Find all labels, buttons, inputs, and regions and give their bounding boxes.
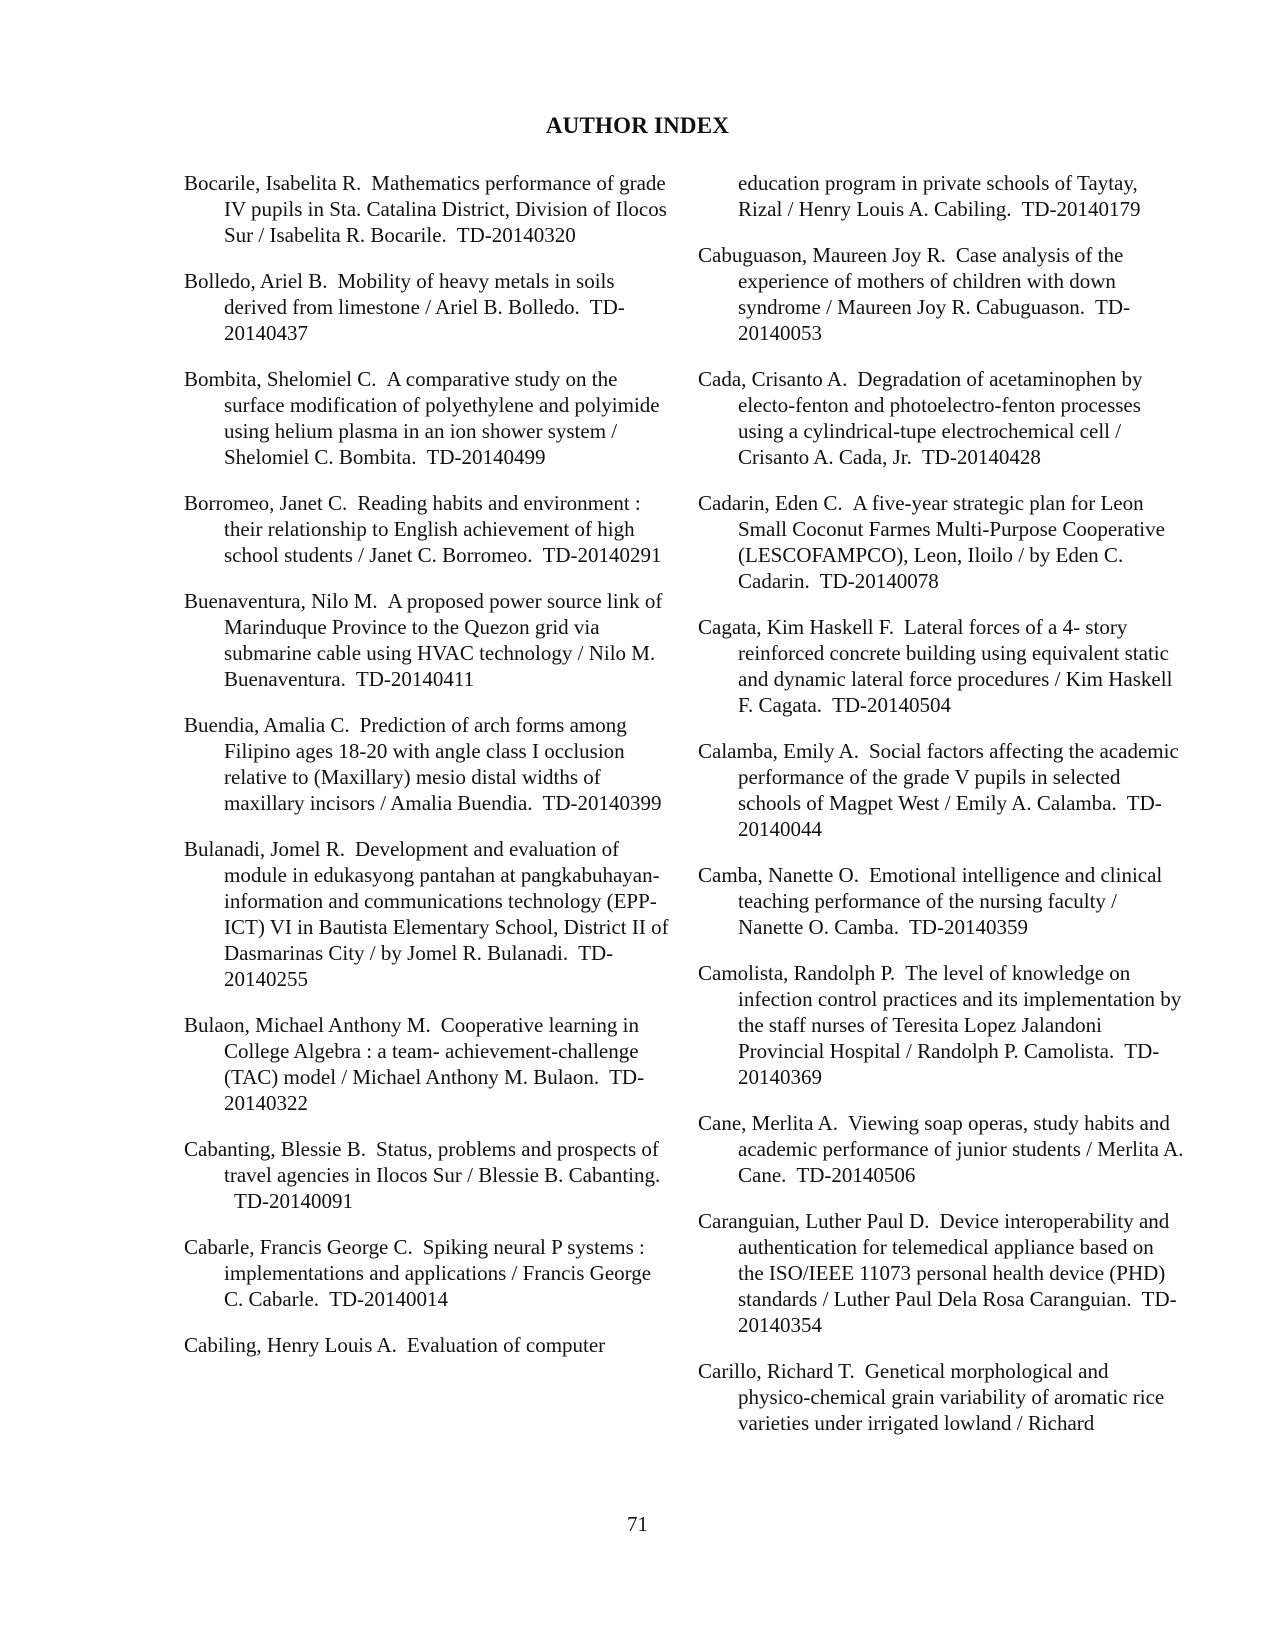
index-entry	[698, 862, 1184, 940]
entry-title: A proposed power source link of Marinduque Province to the Quezon grid via submarine cable using HVAC technology / Nilo M. Buenaventura.	[224, 589, 663, 691]
entry-id: TD-20140322	[224, 1065, 645, 1115]
entry-author: Calamba, Emily A.	[698, 739, 859, 763]
index-entry	[184, 712, 670, 816]
entry-id: TD-20140411	[355, 667, 475, 691]
entry-author: Carillo, Richard T.	[698, 1359, 855, 1383]
index-entry	[698, 1358, 1184, 1436]
entry-author: Borromeo, Janet C.	[184, 491, 348, 515]
entry-id: TD-20140291	[542, 543, 662, 567]
entry-id: TD-20140437	[224, 295, 625, 345]
entry-id: TD-20140499	[426, 445, 546, 469]
index-entry	[184, 1234, 670, 1312]
entry-author: Cabanting, Blessie B.	[184, 1137, 366, 1161]
entry-title: A comparative study on the surface modification of polyethylene and polyimide using helium plasma in an ion shower system / Shelomiel C. Bombita.	[224, 367, 660, 469]
entry-title: Spiking neural P systems : implementations and applications / Francis George C. Cabarle.	[224, 1235, 652, 1311]
entry-author: Cabuguason, Maureen Joy R.	[698, 243, 946, 267]
entry-author: Cabarle, Francis George C.	[184, 1235, 413, 1259]
entry-title: Mathematics performance of grade IV pupils in Sta. Catalina District, Division of Ilocos Sur / Isabelita R. Bocarile.	[224, 171, 667, 247]
entry-id: TD-20140091	[234, 1189, 353, 1213]
entry-author: Bulaon, Michael Anthony M.	[184, 1013, 431, 1037]
entry-title: Mobility of heavy metals in soils derived from limestone / Ariel B. Bolledo.	[224, 269, 615, 319]
entry-author: Camba, Nanette O.	[698, 863, 859, 887]
index-entry	[698, 738, 1184, 842]
entry-author: Buenaventura, Nilo M.	[184, 589, 378, 613]
entry-author: Bombita, Shelomiel C.	[184, 367, 377, 391]
entry-title: Case analysis of the experience of mothers of children with down syndrome / Maureen Joy R. Cabuguason.	[738, 243, 1124, 319]
entry-id: TD-20140255	[224, 941, 614, 991]
entry-id: TD-20140428	[921, 445, 1041, 469]
entry-title: Lateral forces of a 4- story reinforced concrete building using equivalent static and dynamic lateral force procedures / Kim Haskell F. Cagata.	[738, 615, 1173, 717]
left-column	[184, 170, 670, 1378]
entry-id: TD-20140504	[832, 693, 952, 717]
entry-title: Viewing soap operas, study habits and academic performance of junior students / Merlita A. Cane.	[738, 1111, 1184, 1187]
entry-title: The level of knowledge on infection control practices and its implementation by the staff nurses of Teresita Lopez Jalandoni Provincial Hospital / Randolph P. Camolista.	[738, 961, 1182, 1063]
page-title: AUTHOR INDEX	[545, 113, 730, 138]
page-number: 71	[627, 1512, 648, 1536]
entry-author: Buendia, Amalia C.	[184, 713, 350, 737]
entry-author: Bulanadi, Jomel R.	[184, 837, 345, 861]
entry-title: Reading habits and environment : their relationship to English achievement of high school students / Janet C. Borromeo.	[224, 491, 641, 567]
index-entry	[698, 614, 1184, 718]
entry-author: Cabiling, Henry Louis A.	[184, 1333, 397, 1357]
entry-id: TD-20140399	[542, 791, 662, 815]
entry-title: A five-year strategic plan for Leon Small Coconut Farmes Multi-Purpose Cooperative (LESCOFAMPCO), Leon, Iloilo / by Eden C. Cadarin.	[738, 491, 1165, 593]
entry-author: Bocarile, Isabelita R.	[184, 171, 362, 195]
entry-id: TD-20140369	[738, 1039, 1160, 1089]
index-entry	[184, 490, 670, 568]
entry-id: TD-20140014	[329, 1287, 449, 1311]
index-entry	[698, 960, 1184, 1090]
index-entry	[698, 366, 1184, 470]
entry-author: Cane, Merlita A.	[698, 1111, 838, 1135]
entry-id: TD-20140179	[1021, 197, 1141, 221]
index-entry-continuation	[698, 170, 1184, 222]
entry-title: Cooperative learning in College Algebra : a team- achievement-challenge (TAC) model / Michael Anthony M. Bulaon.	[224, 1013, 640, 1089]
entry-title: Degradation of acetaminophen by electo-fenton and photoelectro-fenton processes using a cylindrical-tupe electrochemical cell / Crisanto A. Cada, Jr.	[738, 367, 1143, 469]
entry-id: TD-20140053	[738, 295, 1131, 345]
entry-title: Device interoperability and authentication for telemedical appliance based on the ISO/IEEE 11073 personal health device (PHD) standards / Luther Paul Dela Rosa Caranguian.	[738, 1209, 1170, 1311]
entry-title: Prediction of arch forms among Filipino ages 18-20 with angle class I occlusion relative to (Maxillary) mesio distal widths of maxillary incisors / Amalia Buendia.	[224, 713, 627, 815]
entry-id: TD-20140044	[738, 791, 1162, 841]
entry-title: Genetical morphological and physico-chemical grain variability of aromatic rice varieties under irrigated lowland / Richard	[738, 1359, 1165, 1435]
entry-author: Cadarin, Eden C.	[698, 491, 843, 515]
entry-title: Status, problems and prospects of travel agencies in Ilocos Sur / Blessie B. Cabanting.	[224, 1137, 661, 1187]
entry-id: TD-20140359	[908, 915, 1028, 939]
index-entry	[698, 1110, 1184, 1188]
entry-id: TD-20140320	[456, 223, 576, 247]
index-entry	[184, 268, 670, 346]
entry-title: Social factors affecting the academic performance of the grade V pupils in selected schools of Magpet West / Emily A. Calamba.	[738, 739, 1179, 815]
index-entry	[184, 588, 670, 692]
entry-author: Bolledo, Ariel B.	[184, 269, 328, 293]
entry-title: Emotional intelligence and clinical teaching performance of the nursing faculty / Nanette O. Camba.	[738, 863, 1163, 939]
index-entry	[184, 170, 670, 248]
index-entry	[184, 1012, 670, 1116]
entry-author: Cagata, Kim Haskell F.	[698, 615, 895, 639]
entry-author: Caranguian, Luther Paul D.	[698, 1209, 930, 1233]
entry-author: Camolista, Randolph P.	[698, 961, 896, 985]
entry-id: TD-20140078	[819, 569, 939, 593]
index-entry	[698, 242, 1184, 346]
index-entry	[184, 836, 670, 992]
entry-title: education program in private schools of Taytay, Rizal / Henry Louis A. Cabiling.	[738, 171, 1138, 221]
entry-id: TD-20140354	[738, 1287, 1177, 1337]
entry-title: Evaluation of computer	[406, 1333, 606, 1357]
entry-id: TD-20140506	[796, 1163, 916, 1187]
entry-title: Development and evaluation of module in edukasyong pantahan at pangkabuhayan-information and communications technology (EPP-ICT) VI in Bautista Elementary School, District II of Dasmarinas City / by Jomel R. Bulanadi.	[224, 837, 669, 965]
entry-author: Cada, Crisanto A.	[698, 367, 848, 391]
index-entry	[698, 1208, 1184, 1338]
index-entry	[184, 1136, 670, 1214]
index-entry	[184, 1332, 670, 1358]
index-entry	[698, 490, 1184, 594]
index-entry	[184, 366, 670, 470]
right-column	[698, 170, 1184, 1456]
